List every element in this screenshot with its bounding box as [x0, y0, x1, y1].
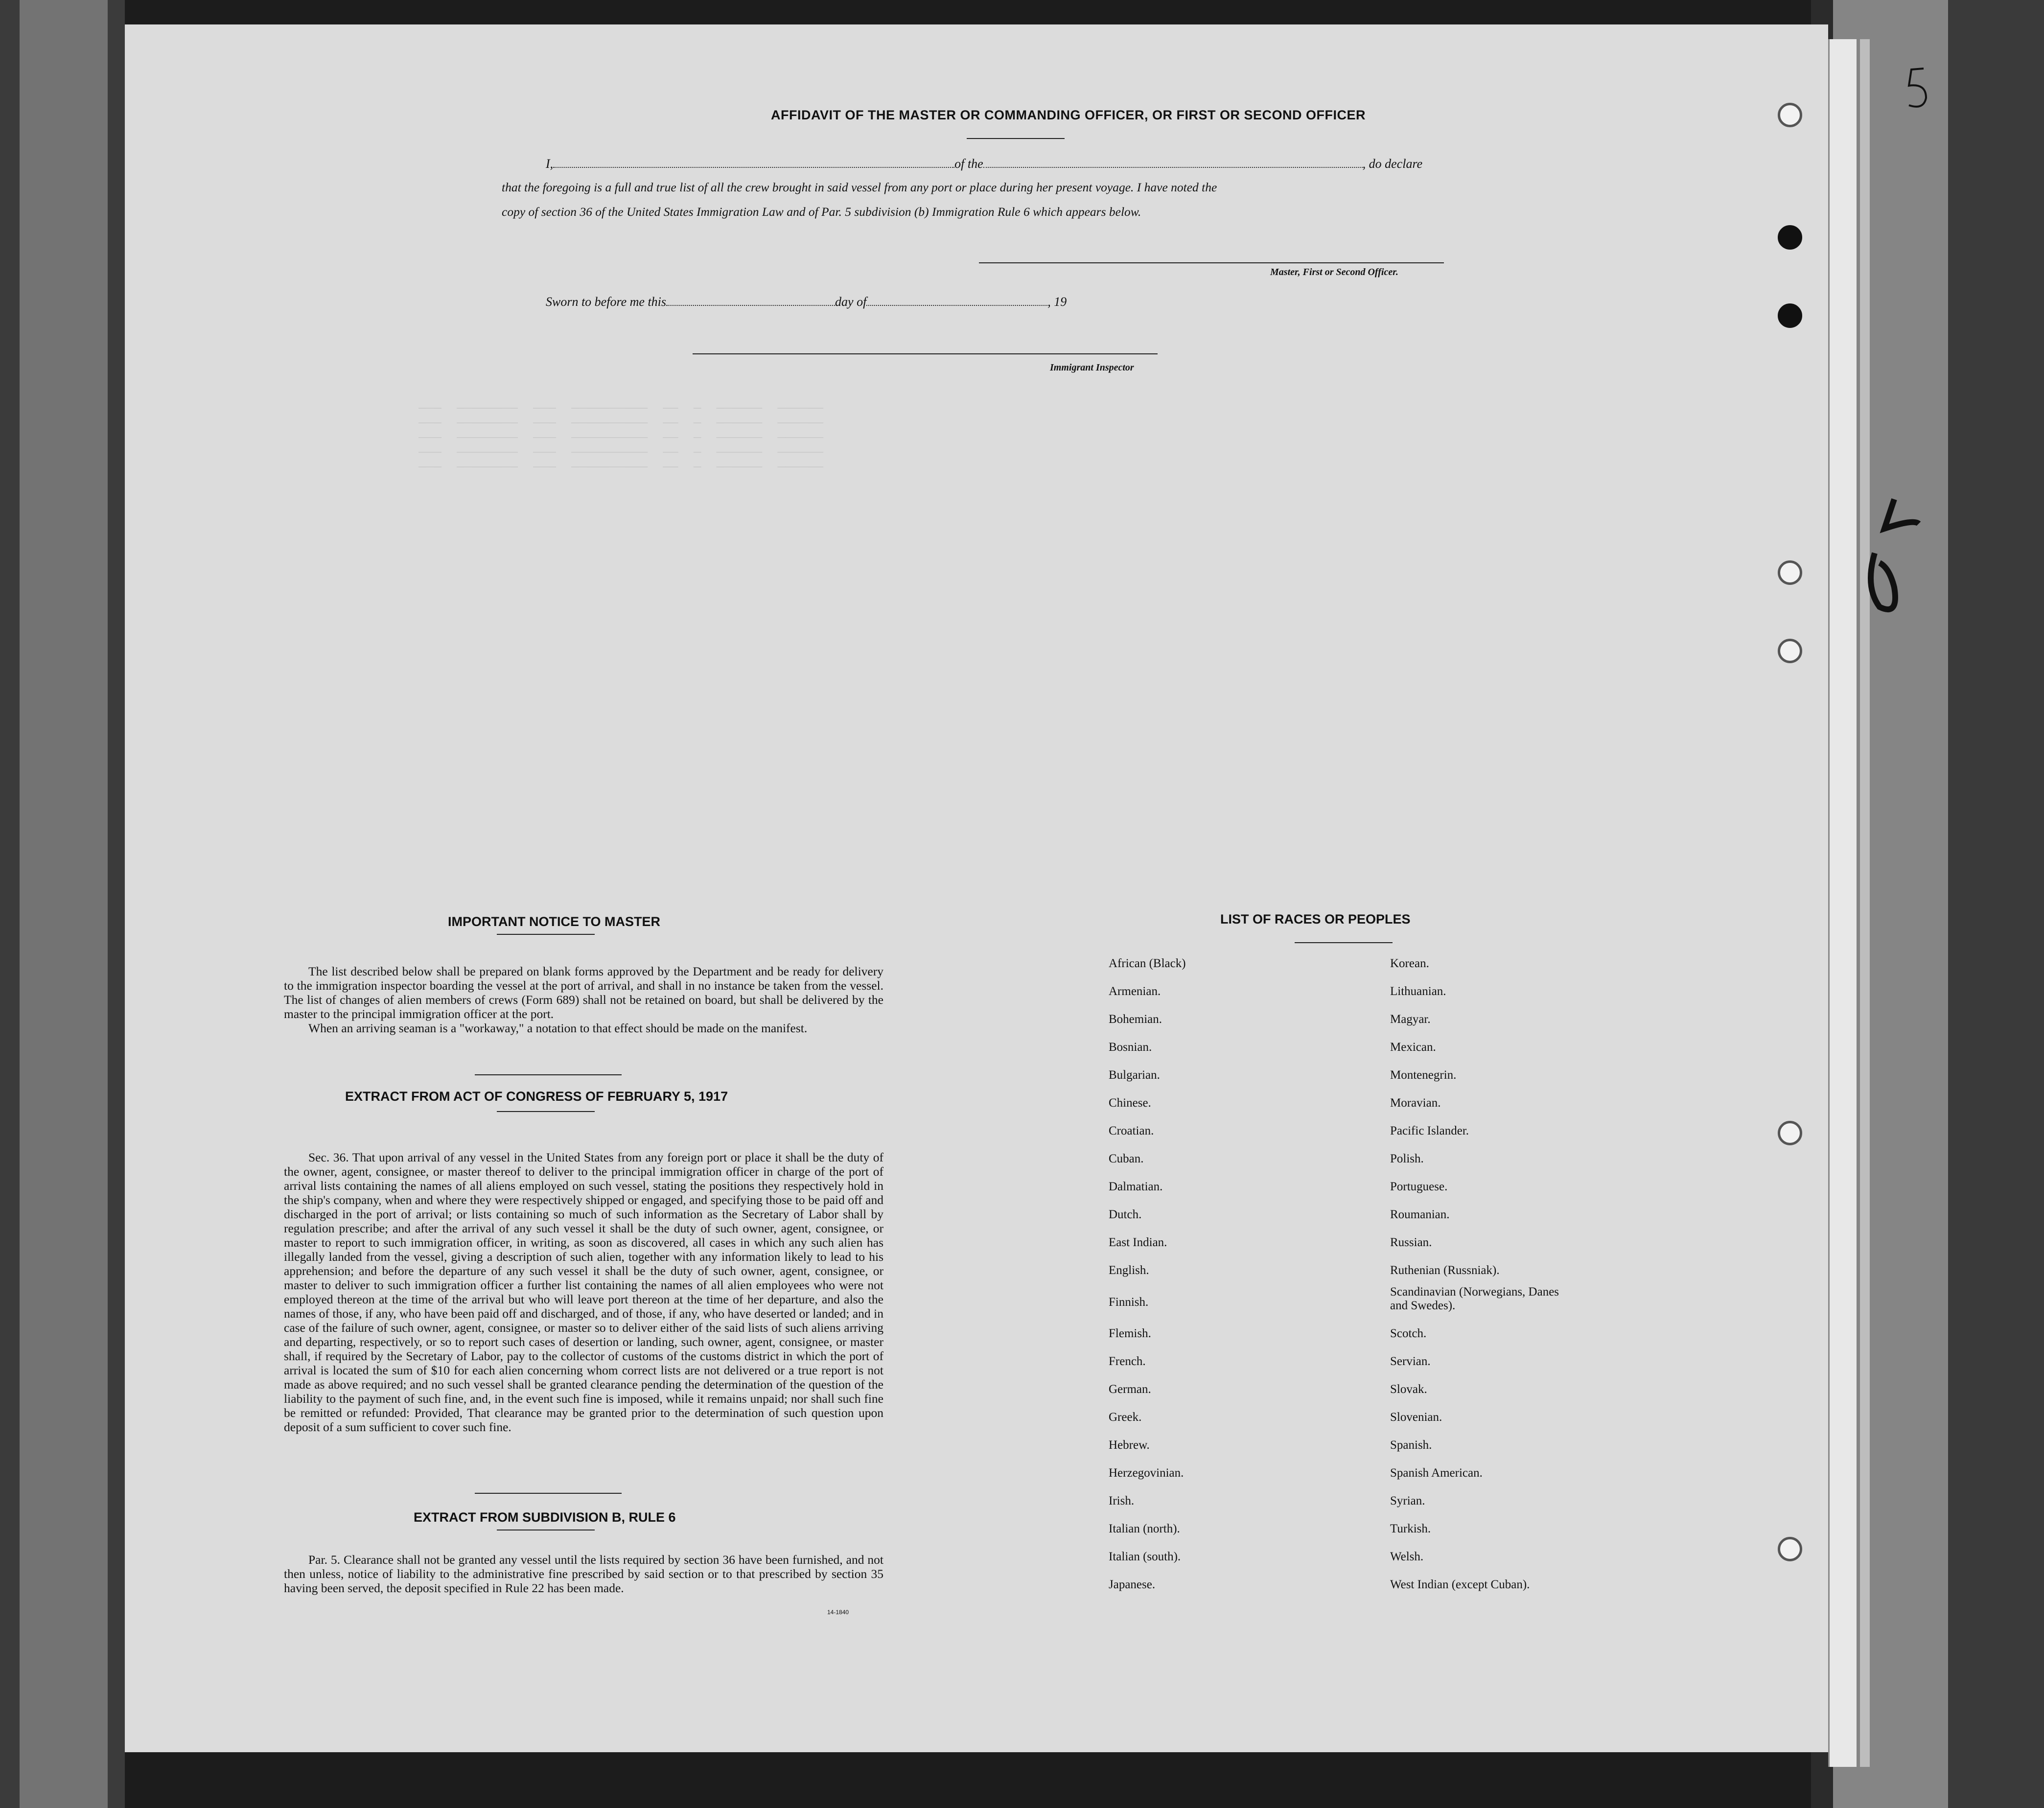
extract-rule-text — [284, 1553, 883, 1595]
race-item: Armenian. — [1109, 985, 1161, 998]
race-item: Bosnian. — [1109, 1041, 1152, 1054]
race-item: Slovenian. — [1390, 1411, 1442, 1424]
race-item: German. — [1109, 1383, 1151, 1396]
affidavit-line-2: that the foregoing is a full and true list of all the crew brought in said vessel from any port or place during her present voyage. I have noted the — [502, 180, 1217, 194]
race-item: Polish. — [1390, 1152, 1424, 1165]
day-of-label: day of — [835, 295, 867, 309]
race-item: Dalmatian. — [1109, 1180, 1163, 1193]
affidavit-i-label: I, — [546, 157, 554, 171]
race-item: Magyar. — [1390, 1013, 1431, 1026]
race-item: Mexican. — [1390, 1041, 1436, 1054]
race-item: Spanish. — [1390, 1438, 1432, 1452]
affidavit-line-1 — [546, 157, 1422, 171]
bleed-through-text: ─── ──────── ─── ────────── ── ─ ────── ────── ─── ──────── ─── ────────── ── ─ ────── ────── ─── ──────── ─── ────────── ── ─ ────── ────── ─── ──────── ─── ────────── ── ─ ────── ────── ─── ──────── ─── ────────── ── ─ ────── ────── — [418, 401, 823, 475]
race-item: Irish. — [1109, 1494, 1135, 1507]
race-item: Welsh. — [1390, 1550, 1424, 1563]
race-item: Russian. — [1390, 1236, 1432, 1249]
race-item: Ruthenian (Russniak). — [1390, 1264, 1500, 1277]
form-code: 14-1840 — [827, 1609, 849, 1616]
race-item: Croatian. — [1109, 1124, 1154, 1137]
race-item: Turkish. — [1390, 1522, 1431, 1535]
race-item: Greek. — [1109, 1411, 1142, 1424]
race-item: Roumanian. — [1390, 1208, 1450, 1221]
extract-act-end-divider — [475, 1493, 622, 1494]
sworn-label: Sworn to before me this — [546, 295, 667, 309]
underlying-sheet-left — [20, 0, 108, 1808]
binder-hole — [1778, 303, 1802, 328]
race-item: Italian (north). — [1109, 1522, 1180, 1535]
races-divider — [1295, 942, 1393, 943]
handwritten-mark-icon — [1855, 470, 1933, 631]
extract-act-divider — [497, 1111, 595, 1112]
race-item: East Indian. — [1109, 1236, 1167, 1249]
race-item: Finnish. — [1109, 1296, 1149, 1309]
notice-title: IMPORTANT NOTICE TO MASTER — [448, 914, 660, 929]
race-item: Japanese. — [1109, 1578, 1156, 1591]
vessel-blank[interactable] — [983, 158, 1363, 168]
inspector-signature-line[interactable] — [693, 353, 1158, 354]
notice-paragraph-2: When an arriving seaman is a "workaway," a notation to that effect should be made on the manifest. — [308, 1021, 808, 1035]
year-prefix-label: , 19 — [1047, 295, 1067, 309]
notice-end-divider — [475, 1074, 622, 1075]
race-item: Flemish. — [1109, 1327, 1151, 1340]
race-item: Portuguese. — [1390, 1180, 1448, 1193]
race-item: Montenegrin. — [1390, 1068, 1457, 1082]
race-item: English. — [1109, 1264, 1149, 1277]
race-item: Slovak. — [1390, 1383, 1427, 1396]
handwritten-five-icon — [1899, 64, 1938, 113]
race-item: Moravian. — [1390, 1096, 1441, 1110]
name-blank[interactable] — [553, 158, 954, 168]
extract-act-title: EXTRACT FROM ACT OF CONGRESS OF FEBRUARY 5, 1917 — [345, 1089, 728, 1104]
race-item: Lithuanian. — [1390, 985, 1446, 998]
notice-paragraph-1: The list described below shall be prepared on blank forms approved by the Department and be ready for delivery to the immigration inspector boarding the vessel at the port of arrival, and shall in no instance be taken from the vessel. The list of changes of alien members of crews (Form 689) shall not be retained on board, but shall be delivered by the master to the principal immigration officer at the port. — [284, 964, 883, 1021]
race-item: Servian. — [1390, 1355, 1431, 1368]
race-item: Scandinavian (Norwegians, Danes and Swedes). — [1390, 1285, 1559, 1312]
race-item: Dutch. — [1109, 1208, 1142, 1221]
race-item: African (Black) — [1109, 957, 1186, 970]
affidavit-line-3: copy of section 36 of the United States Immigration Law and of Par. 5 subdivision (b) Immigration Rule 6 which appears below. — [502, 205, 1141, 219]
race-item: Scotch. — [1390, 1327, 1427, 1340]
affidavit-of-the-label: of the — [954, 157, 983, 171]
notice-divider — [497, 934, 595, 935]
affidavit-declare-label: , do declare — [1362, 157, 1423, 171]
affidavit-title: AFFIDAVIT OF THE MASTER OR COMMANDING OFFICER, OR FIRST OR SECOND OFFICER — [771, 108, 1366, 122]
race-item: Herzegovinian. — [1109, 1466, 1184, 1480]
binder-hole — [1778, 639, 1802, 663]
sworn-month-blank[interactable] — [866, 296, 1047, 306]
race-item: French. — [1109, 1355, 1146, 1368]
manifest-page — [125, 24, 1828, 1752]
race-item: West Indian (except Cuban). — [1390, 1578, 1530, 1591]
scan-far-right — [1948, 0, 2044, 1808]
par-5-text: Par. 5. Clearance shall not be granted any vessel until the lists required by section 36 have been furnished, and not then unless, notice of liability to the administrative fine prescribed by said section or to that prescribed by section 35 having been served, the deposit specified in Rule 22 has been made. — [284, 1553, 883, 1595]
binder-hole — [1778, 103, 1802, 127]
section-36-text: Sec. 36. That upon arrival of any vessel in the United States from any foreign port or place it shall be the duty of the owner, agent, consignee, or master thereof to deliver to the principal immigration officer in charge of the port of arrival lists containing the names of all aliens employed on such vessel, stating the positions they respectively hold in the ship's company, when and where they were respectively shipped or engaged, and specifying those to be paid off and discharged in the port of arrival; or lists containing so much of such information as the Secretary of Labor shall by regulation prescribe; and after the arrival of any such vessel it shall be the duty of such owner, agent, consignee, or master to report to such immigration officer, in writing, as soon as discovered, all cases in which any such alien has illegally landed from the vessel, giving a description of such alien, together with any information likely to lead to his apprehension; and before the departure of any such vessel it shall be the duty of such owner, agent, consignee, or master to deliver to such immigration officer a further list containing the names of all alien employees who were not employed thereon at the time of the arrival but who will leave port thereon at the time of her departure, and also the names of those, if any, who have been paid off and discharged, and of those, if any, who have deserted or landed; and in case of the failure of such owner, agent, consignee, or master so to deliver either of the said lists of such aliens arriving and departing, respectively, or so to report such cases of desertion or landing, such owner, agent, consignee, or master shall, if required by the Secretary of Labor, pay to the collector of customs of the customs district in which the port of arrival is located the sum of $10 for each alien concerning whom correct lists are not delivered or a true report is not made as above required; and no such vessel shall be granted clearance pending the determination of the question of the liability to the payment of such fine, and, in the event such fine is imposed, while it remains unpaid; nor shall such fine be remitted or refunded: Provided, That clearance may be granted prior to the determination of such question upon deposit of a sum sufficient to cover such fine. — [284, 1150, 883, 1434]
race-item: Hebrew. — [1109, 1438, 1150, 1452]
sworn-day-blank[interactable] — [666, 296, 835, 306]
race-item: Italian (south). — [1109, 1550, 1181, 1563]
sworn-line — [546, 295, 1067, 309]
races-title: LIST OF RACES OR PEOPLES — [1220, 912, 1411, 927]
binder-hole — [1778, 1537, 1802, 1561]
race-item: Bulgarian. — [1109, 1068, 1160, 1082]
race-item: Bohemian. — [1109, 1013, 1162, 1026]
page-edge-shadow — [1860, 39, 1870, 1767]
title-divider — [967, 138, 1065, 139]
race-item: Cuban. — [1109, 1152, 1144, 1165]
races-right-column — [1390, 950, 1596, 1599]
binder-hole — [1778, 225, 1802, 250]
page-edge-tab — [1828, 39, 1857, 1767]
race-item: Korean. — [1390, 957, 1429, 970]
extract-act-text — [284, 1150, 883, 1434]
races-left-column — [1109, 950, 1314, 1599]
binder-hole — [1778, 560, 1802, 585]
master-signature-label: Master, First or Second Officer. — [1270, 267, 1398, 278]
binder-hole — [1778, 1121, 1802, 1145]
master-signature-line[interactable] — [979, 262, 1444, 263]
race-item: Pacific Islander. — [1390, 1124, 1469, 1137]
inspector-signature-label: Immigrant Inspector — [1050, 362, 1134, 373]
race-item: Spanish American. — [1390, 1466, 1483, 1480]
notice-text — [284, 964, 883, 1035]
race-item: Syrian. — [1390, 1494, 1425, 1507]
race-item: Chinese. — [1109, 1096, 1151, 1110]
extract-rule-title: EXTRACT FROM SUBDIVISION B, RULE 6 — [414, 1510, 676, 1525]
